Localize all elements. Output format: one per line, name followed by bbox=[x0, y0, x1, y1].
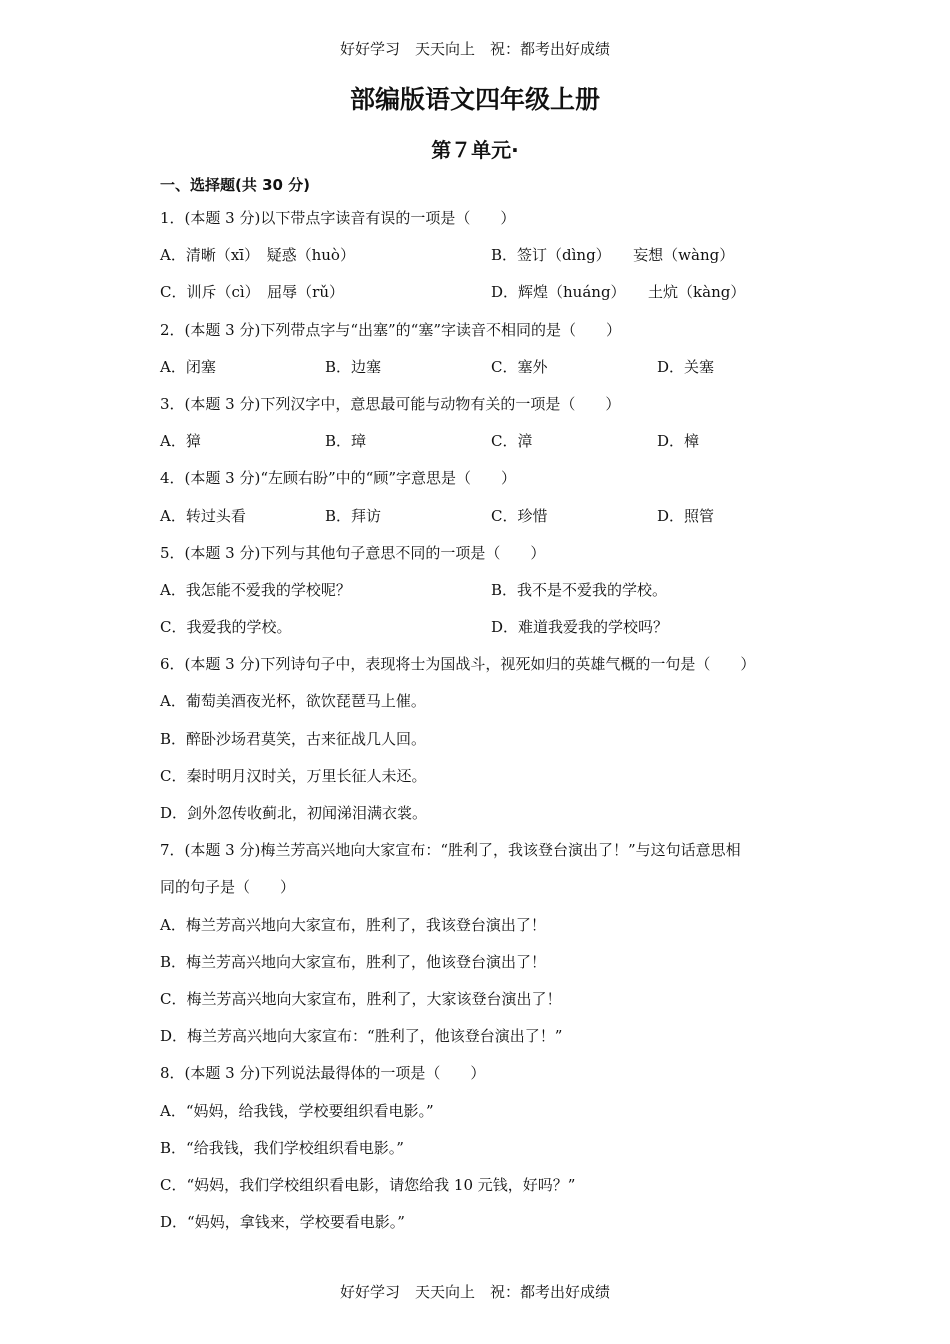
question-stem-continued: 同的句子是（ ） bbox=[160, 878, 296, 897]
option-a: A．转过头看 bbox=[160, 506, 246, 525]
question-4 bbox=[160, 460, 810, 534]
question-stem: 4．(本题 3 分)“左顾右盼”中的“顾”字意思是（ ） bbox=[160, 469, 517, 488]
page-header: 好好学习 天天向上 祝：都考出好成绩 bbox=[339, 40, 610, 58]
question-stem: 8．(本题 3 分)下列说法最得体的一项是（ ） bbox=[160, 1064, 486, 1083]
option-row bbox=[160, 237, 810, 274]
question-stem: 5．(本题 3 分)下列与其他句子意思不同的一项是（ ） bbox=[160, 543, 546, 562]
option-row bbox=[160, 795, 810, 832]
option-row bbox=[160, 423, 810, 460]
unit-subtitle: 第７单元· bbox=[431, 138, 519, 162]
option-row bbox=[160, 498, 810, 535]
option-c: C．我爱我的学校。 bbox=[160, 618, 292, 637]
option-d: D．梅兰芳高兴地向大家宣布：“胜利了，他该登台演出了！” bbox=[160, 1027, 563, 1046]
section-title: 一、选择题(共 30 分) bbox=[160, 176, 311, 194]
option-a: A．葡萄美酒夜光杯，欲饮琵琶马上催。 bbox=[160, 692, 426, 711]
option-b: B．我不是不爱我的学校。 bbox=[491, 580, 668, 599]
option-row bbox=[160, 1130, 810, 1167]
option-a: A．闭塞 bbox=[160, 357, 216, 376]
option-d: D．关塞 bbox=[657, 357, 715, 376]
option-row bbox=[160, 1018, 810, 1055]
question-stem: 7．(本题 3 分)梅兰芳高兴地向大家宣布：“胜利了，我该登台演出了！”与这句话意思相 bbox=[160, 841, 741, 860]
option-row bbox=[160, 721, 810, 758]
question-6 bbox=[160, 646, 810, 832]
option-row bbox=[160, 572, 810, 609]
option-d: D．难道我爱我的学校吗？ bbox=[491, 618, 669, 637]
option-c: C．漳 bbox=[491, 432, 533, 451]
question-stem: 6．(本题 3 分)下列诗句子中，表现将士为国战斗，视死如归的英雄气概的一句是（ ） bbox=[160, 655, 756, 674]
option-row bbox=[160, 981, 810, 1018]
option-c: C．训斥（cì） 屈辱（rǔ） bbox=[160, 283, 345, 302]
option-d: D．辉煌（huáng） 土炕（kàng） bbox=[491, 283, 746, 302]
question-list bbox=[160, 170, 810, 1241]
option-c: C．珍惜 bbox=[491, 506, 548, 525]
option-a: A．“妈妈，给我钱，学校要组织看电影。” bbox=[160, 1101, 434, 1120]
question-7 bbox=[160, 832, 810, 1055]
option-a: A．清晰（xī） 疑惑（huò） bbox=[160, 246, 355, 265]
option-row bbox=[160, 609, 810, 646]
option-c: C．“妈妈，我们学校组织看电影，请您给我 10 元钱，好吗？” bbox=[160, 1175, 576, 1194]
option-row bbox=[160, 1093, 810, 1130]
option-d: D．照管 bbox=[657, 506, 715, 525]
option-b: B．“给我钱，我们学校组织看电影。” bbox=[160, 1138, 404, 1157]
option-row bbox=[160, 683, 810, 720]
question-stem: 1．(本题 3 分)以下带点字读音有误的一项是（ ） bbox=[160, 209, 516, 227]
option-row bbox=[160, 349, 810, 386]
option-b: B．醉卧沙场君莫笑，古来征战几人回。 bbox=[160, 729, 427, 748]
option-a: A．我怎能不爱我的学校呢？ bbox=[160, 580, 351, 599]
option-d: D．剑外忽传收蓟北，初闻涕泪满衣裳。 bbox=[160, 804, 428, 822]
question-8 bbox=[160, 1055, 810, 1241]
option-row bbox=[160, 274, 810, 311]
question-stem: 2．(本题 3 分)下列带点字与“出塞”的“塞”字读音不相同的是（ ） bbox=[160, 320, 622, 339]
question-1 bbox=[160, 200, 810, 312]
option-d: D．“妈妈，拿钱来，学校要看电影。” bbox=[160, 1213, 405, 1232]
page-title: 部编版语文四年级上册 bbox=[349, 85, 600, 114]
page-footer: 好好学习 天天向上 祝：都考出好成绩 bbox=[339, 1283, 610, 1301]
option-a: A．梅兰芳高兴地向大家宣布，胜利了，我该登台演出了！ bbox=[160, 915, 546, 934]
option-b: B．璋 bbox=[325, 432, 367, 451]
option-row bbox=[160, 944, 810, 981]
option-a: A．獐 bbox=[160, 432, 201, 451]
option-d: D．樟 bbox=[657, 432, 700, 451]
option-b: B．边塞 bbox=[325, 357, 382, 376]
option-b: B．梅兰芳高兴地向大家宣布，胜利了，他该登台演出了！ bbox=[160, 952, 547, 971]
option-row bbox=[160, 907, 810, 944]
option-row bbox=[160, 1204, 810, 1241]
option-b: B．签订（dìng） 妄想（wàng） bbox=[491, 246, 735, 265]
question-stem: 3．(本题 3 分)下列汉字中，意思最可能与动物有关的一项是（ ） bbox=[160, 394, 621, 413]
option-c: C．塞外 bbox=[491, 357, 548, 376]
option-b: B．拜访 bbox=[325, 506, 382, 525]
option-c: C．秦时明月汉时关，万里长征人未还。 bbox=[160, 766, 427, 785]
question-3 bbox=[160, 386, 810, 460]
option-c: C．梅兰芳高兴地向大家宣布，胜利了，大家该登台演出了！ bbox=[160, 989, 562, 1008]
question-2 bbox=[160, 312, 810, 386]
option-row bbox=[160, 1167, 810, 1204]
option-row bbox=[160, 758, 810, 795]
question-5 bbox=[160, 535, 810, 647]
